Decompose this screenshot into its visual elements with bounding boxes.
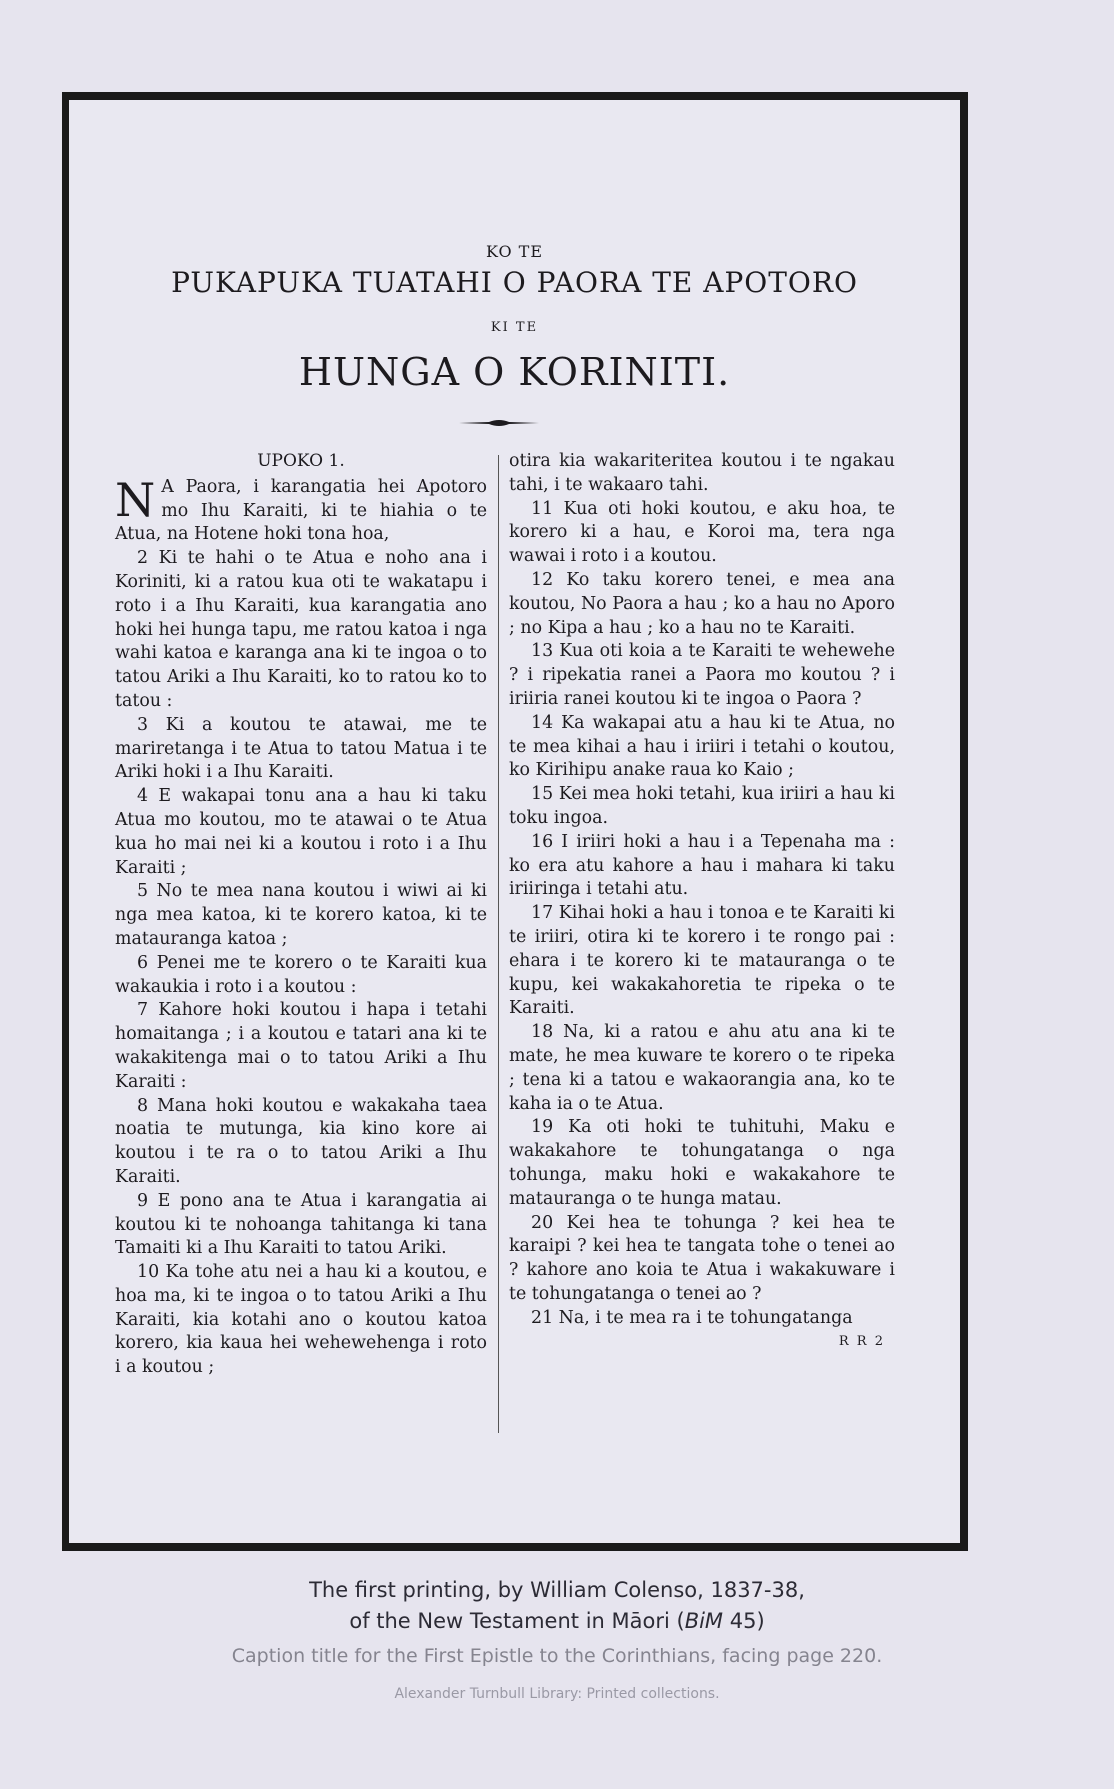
header-ko-te: KO TE: [485, 242, 544, 261]
header-title-line1: PUKAPUKA TUATAHI O PAORA TE APOTORO: [171, 266, 858, 299]
verse-1: N A Paora, i karangatia hei Apotoro mo Ihu Karaiti, ki te hiahia o te Atua, na Hotene hoki tona hoa,: [115, 472, 487, 545]
caption-line-3: Caption title for the First Epistle to the Corinthians, facing page 220.: [231, 1645, 883, 1667]
verse-17: 17 Kihai hoki a hau i tonoa e te Karaiti ki te iriiri, otira ki te korero i te rongo pai : ehara i te korero ki te matauranga o te kupu, kei wakakahoretia te ripeka o te Karaiti.: [509, 903, 895, 1019]
verse-11: 11 Kua oti hoki koutou, e aku hoa, te korero ki a hau, e Koroi ma, tera nga wawai i roto i a koutou.: [509, 498, 895, 567]
caption-line-1: The first printing, by William Colenso, 1837-38,: [309, 1578, 805, 1602]
header-title-line2: HUNGA O KORINITI.: [298, 350, 731, 394]
column-divider: [498, 455, 499, 1433]
verse-10: 10 Ka tohe atu nei a hau ki a koutou, e hoa ma, ki te ingoa o to tatou Ariki a Ihu Karaiti, kia kotahi ano o koutou katoa korero, kia kaua hei wehewehenga i roto i a koutou ;: [115, 1262, 487, 1378]
verse-14: 14 Ka wakapai atu a hau ki te Atua, no te mea kihai a hau i iriiri i tetahi o koutou, ko Kirihipu anake raua ko Kaio ;: [509, 712, 895, 781]
caption-credit: Alexander Turnbull Library: Printed collections.: [394, 1686, 720, 1702]
left-column: [115, 450, 487, 1380]
right-column: [509, 450, 895, 1354]
verse-18: 18 Na, ki a ratou e ahu atu ana ki te mate, he mea kuware te korero o te ripeka ; tena ki a tatou e wakaorangia ana, ko te kaha ia o te Atua.: [509, 1022, 895, 1114]
verse-6: 6 Penei me te korero o te Karaiti kua wakaukia i roto i a koutou :: [115, 952, 487, 997]
verse-9: 9 E pono ana te Atua i karangatia ai koutou ki te nohoanga tahitanga ki tana Tamaiti ki a Ihu Karaiti to tatou Ariki.: [115, 1190, 487, 1259]
verse-12: 12 Ko taku korero tenei, e mea ana koutou, No Paora a hau ; ko a hau no Aporo ; no Kipa a hau ; ko a hau no te Karaiti.: [509, 569, 895, 638]
ornament-rule: [459, 418, 539, 428]
signature-mark: R R 2: [838, 1334, 885, 1350]
verse-10-cont: otira kia wakariteritea koutou i te ngakau tahi, i te wakaaro tahi.: [509, 451, 895, 495]
caption-line-2: of the New Testament in Māori (BiM 45): [349, 1609, 765, 1633]
verse-16: 16 I iriiri hoki a hau i a Tepenaha ma : ko era atu kahore a hau i mahara ki taku iriiringa i tetahi atu.: [509, 831, 895, 900]
verse-21: 21 Na, i te mea ra i te tohungatanga: [531, 1307, 853, 1328]
verse-3: 3 Ki a koutou te atawai, me te mariretanga i te Atua to tatou Matua i te Ariki hoki i a Ihu Karaiti.: [115, 714, 487, 783]
drop-cap: N: [115, 472, 156, 527]
scanned-page: [69, 100, 960, 1543]
verse-20: 20 Kei hea te tohunga ? kei hea te karaipi ? kei hea te tangata tohe o tenei ao ? kahore ano koia te Atua i wakakuware i te tohungatanga o tenei ao ?: [509, 1212, 895, 1304]
verse-19: 19 Ka oti hoki te tuhituhi, Maku e wakakahore te tohungatanga o nga tohunga, maku hoki e wakakahore te matauranga o te hunga matau.: [509, 1117, 895, 1209]
verse-13: 13 Kua oti koia a te Karaiti te wehewehe ? i ripekatia ranei a Paora mo koutou ? i iriiria ranei koutou ki te ingoa o Paora ?: [509, 641, 895, 709]
verse-5: 5 No te mea nana koutou i wiwi ai ki nga mea katoa, ki te korero katoa, ki te matauranga katoa ;: [115, 881, 487, 949]
page-frame: [62, 92, 968, 1551]
header-ki-te: KI TE: [490, 320, 539, 335]
verse-4: 4 E wakapai tonu ana a hau ki taku Atua mo koutou, mo te atawai o te Atua kua ho mai nei ki a koutou i roto i a Ihu Karaiti ;: [115, 786, 487, 878]
chapter-heading: UPOKO 1.: [257, 451, 345, 471]
verse-15: 15 Kei mea hoki tetahi, kua iriiri a hau ki toku ingoa.: [509, 784, 895, 828]
verse-7: 7 Kahore hoki koutou i hapa i tetahi homaitanga ; i a koutou e tatari ana ki te wakakitenga mai o to tatou Ariki a Ihu Karaiti :: [115, 1000, 487, 1092]
verse-8: 8 Mana hoki koutou e wakakaha taea noatia te mutunga, kia kino kore ai koutou i te ra o to tatou Ariki a Ihu Karaiti.: [115, 1095, 487, 1187]
verse-2: 2 Ki te hahi o te Atua e noho ana i Koriniti, ki a ratou kua oti te wakatapu i roto i a Ihu Karaiti, kua karangatia ano hoki hei hunga tapu, me ratou katoa i nga wahi katoa e karanga ana ki te ingoa o to tatou Ariki a Ihu Karaiti, ko to ratou ko to tatou :: [115, 548, 487, 711]
